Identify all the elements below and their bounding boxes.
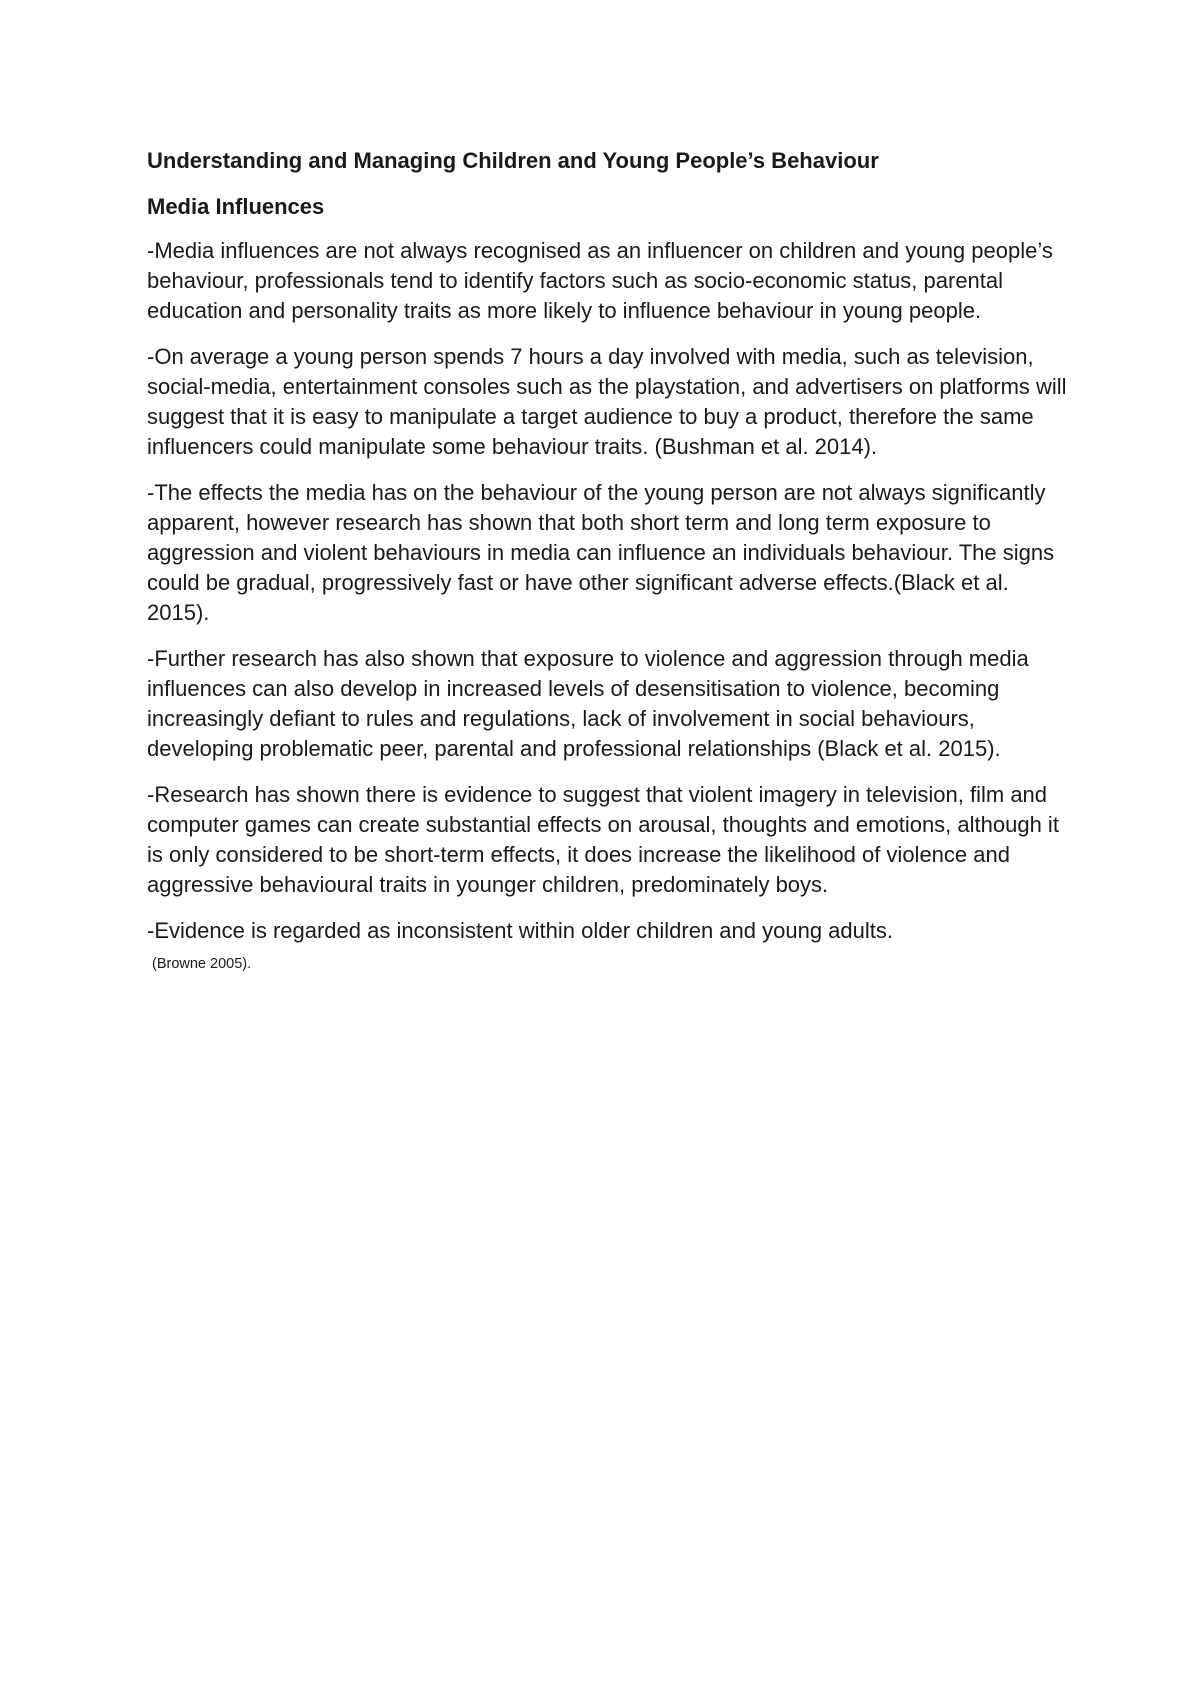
document-title: Understanding and Managing Children and Young People’s Behaviour bbox=[147, 148, 879, 173]
citation: (Browne 2005). bbox=[152, 956, 252, 972]
paragraph-3: -The effects the media has on the behaviour of the young person are not always significantly apparent, however research has shown that both short term and long term exposure to aggression and violent behaviours in media can influence an individuals behaviour. The signs could be gradual, progressively fast or have other significant adverse effects.(Black et al. 2015). bbox=[147, 480, 1055, 625]
paragraph-4: -Further research has also shown that exposure to violence and aggression through media influences can also develop in increased levels of desensitisation to violence, becoming increasingly defiant to rules and regulations, lack of involvement in social behaviours, developing problematic peer, parental and professional relationships (Black et al. 2015). bbox=[147, 646, 1029, 761]
paragraph-1: -Media influences are not always recognised as an influencer on children and young people’s behaviour, professionals tend to identify factors such as socio-economic status, parental education and personality traits as more likely to influence behaviour in young people. bbox=[147, 238, 1053, 323]
paragraph-6: -Evidence is regarded as inconsistent within older children and young adults. bbox=[147, 918, 893, 943]
section-heading: Media Influences bbox=[147, 194, 325, 219]
document-body bbox=[147, 148, 1077, 974]
paragraph-2: -On average a young person spends 7 hours a day involved with media, such as television, social-media, entertainment consoles such as the playstation, and advertisers on platforms will suggest that it is easy to manipulate a target audience to buy a product, therefore the same influencers could manipulate some behaviour traits. (Bushman et al. 2014). bbox=[147, 344, 1067, 459]
paragraph-5: -Research has shown there is evidence to suggest that violent imagery in television, film and computer games can create substantial effects on arousal, thoughts and emotions, although it is only considered to be short-term effects, it does increase the likelihood of violence and aggressive behavioural traits in younger children, predominately boys. bbox=[147, 782, 1059, 897]
